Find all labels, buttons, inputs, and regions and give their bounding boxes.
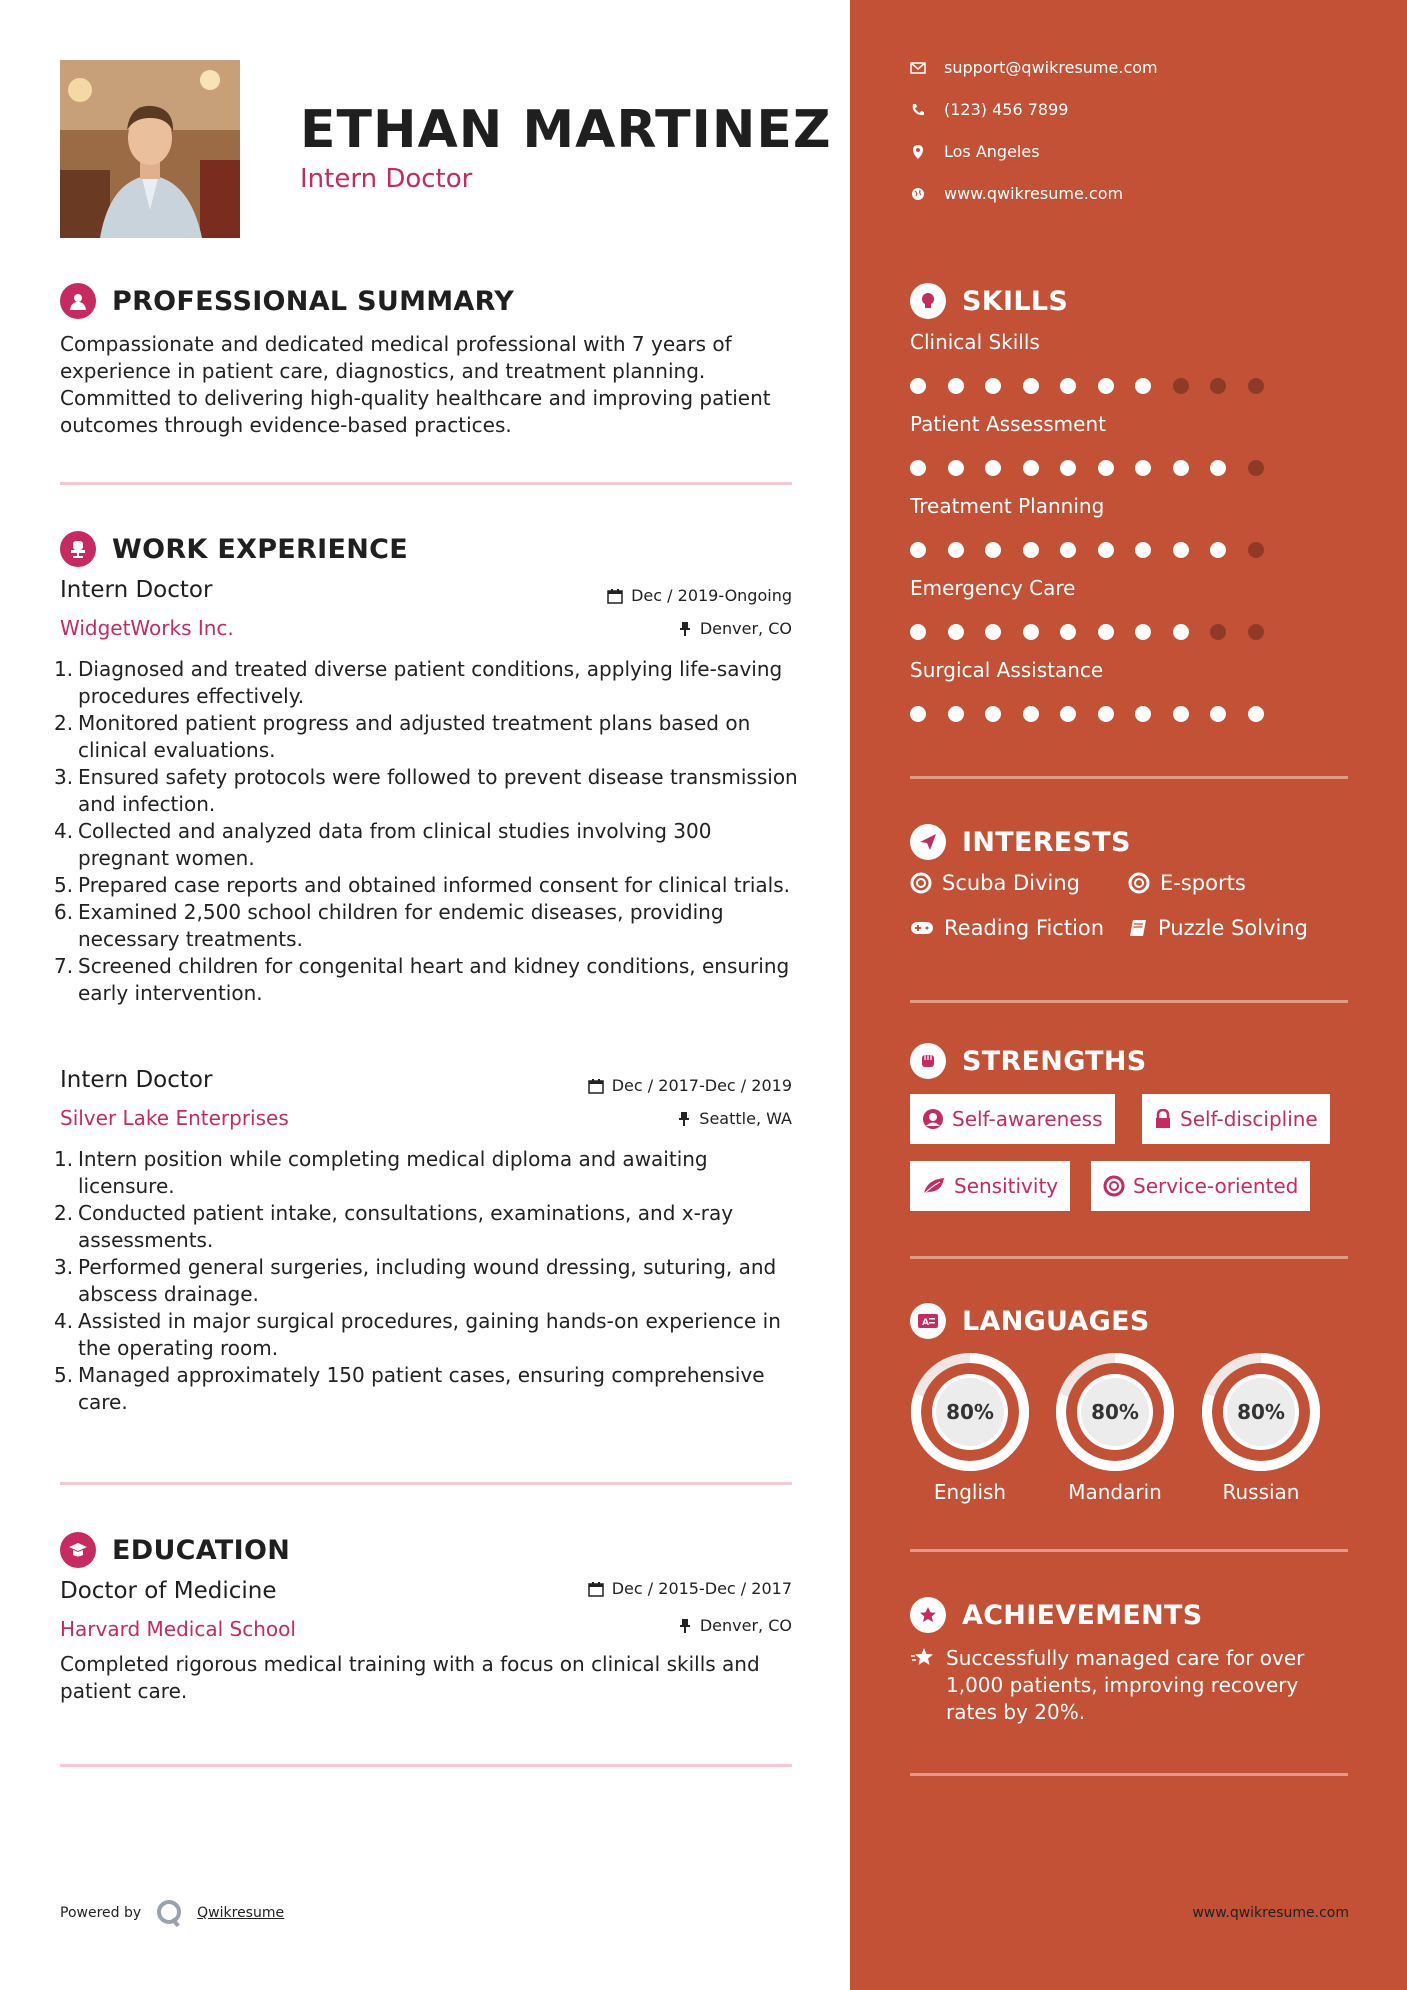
rating-dot-filled bbox=[910, 706, 926, 722]
skill-name: Treatment Planning bbox=[910, 494, 1105, 518]
rating-dot-filled bbox=[1060, 624, 1076, 640]
job-dates-text: Dec / 2017-Dec / 2019 bbox=[611, 1076, 792, 1095]
divider bbox=[60, 1482, 792, 1485]
list-item: 7. Screened children for congenital heart and kidney conditions, ensuring early intervention. bbox=[54, 954, 790, 1005]
language-item bbox=[1053, 1350, 1177, 1504]
experience-title: WORK EXPERIENCE bbox=[112, 533, 408, 565]
user-icon bbox=[60, 283, 96, 319]
list-item: 6. Examined 2,500 school children for endemic diseases, providing necessary treatments. bbox=[54, 900, 724, 951]
contact-phone[interactable] bbox=[910, 100, 1068, 119]
rating-dot-empty bbox=[1248, 542, 1264, 558]
job-title: Intern Doctor bbox=[60, 1067, 213, 1093]
rating-dot-filled bbox=[985, 624, 1001, 640]
pin-icon bbox=[678, 1618, 692, 1634]
rating-dot-filled bbox=[1135, 624, 1151, 640]
skills-heading bbox=[910, 283, 1068, 319]
rating-dot-filled bbox=[1098, 460, 1114, 476]
skill-name: Patient Assessment bbox=[910, 412, 1106, 436]
strength-tag: Sensitivity bbox=[910, 1161, 1070, 1211]
education-dates bbox=[588, 1579, 792, 1598]
education-text: Completed rigorous medical training with a focus on clinical skills and patient care. bbox=[60, 1652, 760, 1703]
job-dates-text: Dec / 2019-Ongoing bbox=[631, 586, 792, 605]
lightbulb-icon bbox=[910, 283, 946, 319]
list-item: 4. Assisted in major surgical procedures, gaining hands-on experience in the operating room. bbox=[54, 1309, 781, 1360]
rating-dot-filled bbox=[1023, 460, 1039, 476]
briefcase-chair-icon bbox=[60, 531, 96, 567]
job-bullets bbox=[54, 656, 800, 1007]
list-item: 1. Diagnosed and treated diverse patient conditions, applying life-saving procedures effectively. bbox=[54, 657, 783, 708]
interest-item: Reading Fiction bbox=[910, 916, 1104, 940]
star-badge-icon bbox=[910, 1597, 946, 1633]
interest-item: E-sports bbox=[1128, 871, 1246, 895]
strength-tag: Self-discipline bbox=[1142, 1094, 1330, 1144]
education-heading bbox=[60, 1532, 290, 1568]
rating-dot-empty bbox=[1248, 460, 1264, 476]
job-company: WidgetWorks Inc. bbox=[60, 616, 234, 640]
rating-dot-filled bbox=[1060, 542, 1076, 558]
job-location bbox=[678, 619, 792, 638]
phone-icon bbox=[911, 103, 925, 117]
rating-dot-filled bbox=[1135, 542, 1151, 558]
rating-dot-filled bbox=[1060, 378, 1076, 394]
lifebuoy-icon bbox=[910, 872, 932, 894]
job-location-text: Denver, CO bbox=[699, 619, 792, 638]
rating-dot-filled bbox=[1210, 460, 1226, 476]
rating-dot-empty bbox=[1210, 378, 1226, 394]
list-item: 5. Managed approximately 150 patient cases, ensuring comprehensive care. bbox=[54, 1363, 765, 1414]
list-item: 2. Monitored patient progress and adjusted treatment plans based on clinical evaluations. bbox=[54, 711, 751, 762]
location-text: Los Angeles bbox=[944, 142, 1040, 161]
interest-item: Puzzle Solving bbox=[1128, 916, 1308, 940]
school: Harvard Medical School bbox=[60, 1617, 296, 1641]
strengths-heading bbox=[910, 1043, 1147, 1079]
rating-dot-filled bbox=[1135, 706, 1151, 722]
footer-website[interactable]: www.qwikresume.com bbox=[1192, 1905, 1349, 1921]
summary-text: Compassionate and dedicated medical professional with 7 years of experience in patient care, diagnostics, and treatment planning. Committed to delivering high-quality healthcare and improving patient outcomes through evidence-based practices. bbox=[60, 332, 771, 437]
rating-dot-filled bbox=[1210, 706, 1226, 722]
list-item: 4. Collected and analyzed data from clinical studies involving 300 pregnant women. bbox=[54, 819, 712, 870]
rating-dot-filled bbox=[1060, 706, 1076, 722]
gamepad-icon bbox=[910, 919, 934, 937]
fist-icon bbox=[910, 1043, 946, 1079]
rating-dot-filled bbox=[948, 460, 964, 476]
divider bbox=[60, 482, 792, 485]
divider bbox=[60, 1764, 792, 1767]
contact-website[interactable] bbox=[910, 184, 1123, 203]
leaf-icon bbox=[922, 1176, 946, 1196]
rating-dot-filled bbox=[948, 542, 964, 558]
strength-tag: Self-awareness bbox=[910, 1094, 1115, 1144]
skill-name: Surgical Assistance bbox=[910, 658, 1104, 682]
qwikresume-link[interactable]: Qwikresume bbox=[197, 1905, 285, 1921]
rating-dot-empty bbox=[1248, 378, 1264, 394]
language-percent: 80% bbox=[946, 1400, 994, 1424]
phone-text: (123) 456 7899 bbox=[944, 100, 1069, 119]
rating-dot-filled bbox=[1023, 542, 1039, 558]
rating-dot-filled bbox=[1023, 624, 1039, 640]
rating-dot-filled bbox=[985, 706, 1001, 722]
graduation-icon bbox=[60, 1532, 96, 1568]
achievements-heading bbox=[910, 1597, 1203, 1633]
divider bbox=[910, 776, 1348, 779]
rating-dot-filled bbox=[948, 706, 964, 722]
degree: Doctor of Medicine bbox=[60, 1578, 277, 1604]
rating-dot-filled bbox=[910, 542, 926, 558]
list-item: 1. Intern position while completing medical diploma and awaiting licensure. bbox=[54, 1147, 708, 1198]
skill-rating bbox=[910, 706, 1285, 722]
language-gauge bbox=[1199, 1350, 1323, 1474]
interests-heading bbox=[910, 824, 1131, 860]
experience-heading bbox=[60, 531, 408, 567]
job-company: Silver Lake Enterprises bbox=[60, 1106, 289, 1130]
powered-by-label: Powered by bbox=[60, 1905, 142, 1921]
rating-dot-filled bbox=[948, 378, 964, 394]
profile-photo bbox=[60, 60, 240, 238]
divider bbox=[910, 1773, 1348, 1776]
rating-dot-filled bbox=[1098, 378, 1114, 394]
divider bbox=[910, 1000, 1348, 1003]
education-location-text: Denver, CO bbox=[699, 1616, 792, 1635]
rating-dot-filled bbox=[985, 460, 1001, 476]
skill-rating bbox=[910, 542, 1285, 558]
job-location bbox=[677, 1109, 792, 1128]
rating-dot-filled bbox=[1248, 706, 1264, 722]
language-name: Russian bbox=[1222, 1480, 1300, 1504]
languages-heading bbox=[910, 1303, 1150, 1339]
job-location-text: Seattle, WA bbox=[699, 1109, 792, 1128]
rating-dot-filled bbox=[948, 624, 964, 640]
candidate-role: Intern Doctor bbox=[300, 164, 473, 194]
skill-name: Emergency Care bbox=[910, 576, 1076, 600]
rating-dot-filled bbox=[1098, 706, 1114, 722]
list-item: 2. Conducted patient intake, consultations, examinations, and x-ray assessments. bbox=[54, 1201, 734, 1252]
language-percent: 80% bbox=[1237, 1400, 1285, 1424]
translate-icon bbox=[910, 1303, 946, 1339]
footer-powered bbox=[60, 1898, 284, 1928]
rating-dot-filled bbox=[985, 378, 1001, 394]
rating-dot-filled bbox=[1023, 378, 1039, 394]
candidate-name: ETHAN MARTINEZ bbox=[300, 100, 832, 160]
qwikresume-logo-icon bbox=[155, 1898, 185, 1928]
globe-icon bbox=[911, 187, 925, 201]
star-icon bbox=[910, 1647, 934, 1669]
rating-dot-filled bbox=[1023, 706, 1039, 722]
calendar-icon bbox=[607, 588, 623, 604]
divider bbox=[910, 1549, 1348, 1552]
paper-plane-icon bbox=[910, 824, 946, 860]
skill-rating bbox=[910, 624, 1285, 640]
lifebuoy-icon bbox=[1103, 1175, 1125, 1197]
mail-icon bbox=[910, 62, 926, 74]
rating-dot-filled bbox=[985, 542, 1001, 558]
calendar-icon bbox=[588, 1078, 604, 1094]
list-item: 5. Prepared case reports and obtained informed consent for clinical trials. bbox=[54, 873, 790, 897]
pin-icon bbox=[678, 621, 692, 637]
lifebuoy-icon bbox=[1128, 872, 1150, 894]
contact-location bbox=[910, 142, 1040, 161]
rating-dot-filled bbox=[1098, 624, 1114, 640]
pin-icon bbox=[677, 1111, 691, 1127]
summary-heading bbox=[60, 283, 514, 319]
user-circle-icon bbox=[922, 1108, 944, 1130]
education-dates-text: Dec / 2015-Dec / 2017 bbox=[611, 1579, 792, 1598]
rating-dot-filled bbox=[1135, 460, 1151, 476]
skills-title: SKILLS bbox=[962, 285, 1069, 317]
language-item bbox=[1199, 1350, 1323, 1504]
calendar-icon bbox=[588, 1581, 604, 1597]
achievements-title: ACHIEVEMENTS bbox=[962, 1599, 1203, 1631]
svg-text:A: A bbox=[922, 1318, 929, 1328]
sidebar bbox=[850, 0, 1407, 1990]
rating-dot-filled bbox=[1060, 460, 1076, 476]
website-text: www.qwikresume.com bbox=[944, 184, 1124, 203]
rating-dot-empty bbox=[1210, 624, 1226, 640]
job-dates bbox=[588, 1076, 792, 1095]
rating-dot-filled bbox=[910, 460, 926, 476]
rating-dot-filled bbox=[1210, 542, 1226, 558]
job-bullets bbox=[54, 1146, 800, 1416]
language-gauge bbox=[908, 1350, 1032, 1474]
rating-dot-empty bbox=[1173, 378, 1189, 394]
list-item: 3. Performed general surgeries, including wound dressing, suturing, and abscess drainage. bbox=[54, 1255, 777, 1306]
divider bbox=[910, 1256, 1348, 1259]
rating-dot-filled bbox=[910, 378, 926, 394]
rating-dot-filled bbox=[910, 624, 926, 640]
location-pin-icon bbox=[912, 144, 924, 160]
summary-title: PROFESSIONAL SUMMARY bbox=[112, 285, 515, 317]
rating-dot-empty bbox=[1248, 624, 1264, 640]
rating-dot-filled bbox=[1173, 460, 1189, 476]
rating-dot-filled bbox=[1173, 624, 1189, 640]
skill-name: Clinical Skills bbox=[910, 330, 1040, 354]
education-location bbox=[678, 1616, 792, 1635]
email-text: support@qwikresume.com bbox=[944, 58, 1158, 77]
achievement-text: Successfully managed care for over 1,000 patients, improving recovery rates by 20%. bbox=[946, 1646, 1305, 1724]
profile-photo-image bbox=[60, 60, 240, 238]
rating-dot-filled bbox=[1135, 378, 1151, 394]
language-name: Mandarin bbox=[1068, 1480, 1162, 1504]
rating-dot-filled bbox=[1098, 542, 1114, 558]
strengths-title: STRENGTHS bbox=[962, 1045, 1147, 1077]
lock-icon bbox=[1154, 1109, 1172, 1129]
achievement-item bbox=[910, 1645, 1350, 1726]
rating-dot-filled bbox=[1173, 542, 1189, 558]
interests-title: INTERESTS bbox=[962, 826, 1131, 858]
job-dates bbox=[607, 586, 792, 605]
interest-item: Scuba Diving bbox=[910, 871, 1080, 895]
language-percent: 80% bbox=[1091, 1400, 1139, 1424]
strength-tag: Service-oriented bbox=[1091, 1161, 1310, 1211]
language-name: English bbox=[933, 1480, 1007, 1504]
list-item: 3. Ensured safety protocols were followed to prevent disease transmission and infection. bbox=[54, 765, 798, 816]
book-icon bbox=[1128, 918, 1148, 938]
skill-rating bbox=[910, 460, 1285, 476]
contact-email[interactable] bbox=[910, 58, 1158, 77]
language-item bbox=[908, 1350, 1032, 1504]
rating-dot-filled bbox=[1173, 706, 1189, 722]
language-gauge bbox=[1053, 1350, 1177, 1474]
job-title: Intern Doctor bbox=[60, 577, 213, 603]
education-title: EDUCATION bbox=[112, 1534, 291, 1566]
languages-title: LANGUAGES bbox=[962, 1305, 1150, 1337]
skill-rating bbox=[910, 378, 1285, 394]
